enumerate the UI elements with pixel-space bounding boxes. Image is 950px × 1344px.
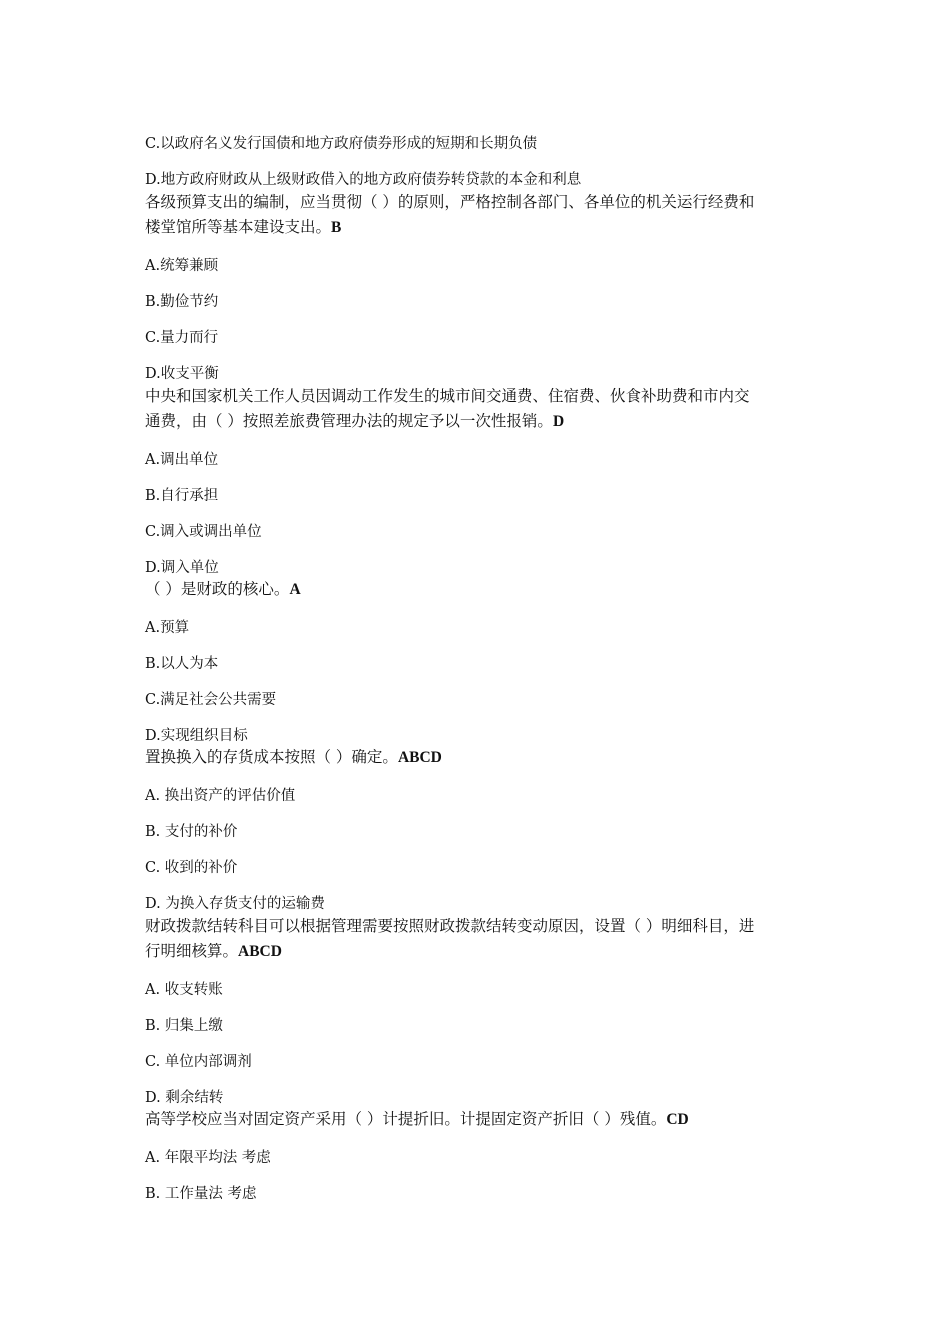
option-a: A.预算: [145, 620, 190, 636]
option-d: D. 为换入存货支付的运输费: [145, 896, 325, 912]
question-text-tail: 行明细核算。: [145, 942, 239, 960]
answer-key: ABCD: [397, 749, 442, 766]
option-a: A. 换出资产的评估价值: [145, 788, 296, 804]
question-text-tail: 楼堂馆所等基本建设支出。: [145, 218, 332, 236]
option-a: A. 收支转账: [145, 982, 223, 998]
question-text: [145, 215, 341, 237]
question-text-main: 置换换入的存货成本按照（ ）确定。: [145, 748, 398, 766]
question-text: [145, 409, 564, 431]
option-a: A.调出单位: [145, 452, 219, 468]
question-text: 中央和国家机关工作人员因调动工作发生的城市间交通费、住宿费、伙食补助费和市内交: [145, 387, 750, 405]
option-b: B. 归集上缴: [145, 1018, 223, 1034]
option-c: C.满足社会公共需要: [145, 692, 277, 708]
option-c: C.调入或调出单位: [145, 524, 262, 540]
answer-key: D: [552, 413, 565, 430]
answer-key: ABCD: [238, 943, 282, 960]
option-line: C.以政府名义发行国债和地方政府债券形成的短期和长期负债: [145, 136, 538, 152]
option-c: C. 收到的补价: [145, 860, 238, 876]
option-b: B.以人为本: [145, 656, 219, 672]
question-text: [145, 939, 282, 961]
question-text: [145, 577, 301, 599]
option-d: D.调入单位: [145, 560, 219, 576]
question-text: 各级预算支出的编制，应当贯彻（ ）的原则，严格控制各部门、各单位的机关运行经费和: [145, 193, 755, 211]
option-c: C. 单位内部调剂: [145, 1054, 252, 1070]
option-d: D.收支平衡: [145, 366, 219, 382]
answer-key: B: [331, 219, 342, 236]
question-text: 财政拨款结转科目可以根据管理需要按照财政拨款结转变动原因，设置（ ）明细科目，进: [145, 917, 755, 935]
question-text-main: 高等学校应当对固定资产采用（ ）计提折旧。计提固定资产折旧（ ）残值。: [145, 1110, 667, 1128]
option-b: B. 工作量法 考虑: [145, 1186, 257, 1202]
answer-key: A: [289, 581, 301, 598]
question-text-tail: 通费，由（ ）按照差旅费管理办法的规定予以一次性报销。: [145, 412, 553, 430]
option-b: B.自行承担: [145, 488, 219, 504]
option-line: D.地方政府财政从上级财政借入的地方政府债券转贷款的本金和利息: [145, 172, 582, 188]
answer-key: CD: [666, 1111, 689, 1128]
option-b: B. 支付的补价: [145, 824, 238, 840]
option-c: C.量力而行: [145, 330, 219, 346]
question-text-main: （ ）是财政的核心。: [145, 580, 290, 598]
option-d: D. 剩余结转: [145, 1090, 224, 1106]
option-b: B.勤俭节约: [145, 294, 219, 310]
option-a: A. 年限平均法 考虑: [145, 1150, 271, 1166]
question-text: [145, 745, 442, 767]
option-a: A.统筹兼顾: [145, 258, 219, 274]
question-text: [145, 1107, 689, 1129]
option-d: D.实现组织目标: [145, 728, 248, 744]
